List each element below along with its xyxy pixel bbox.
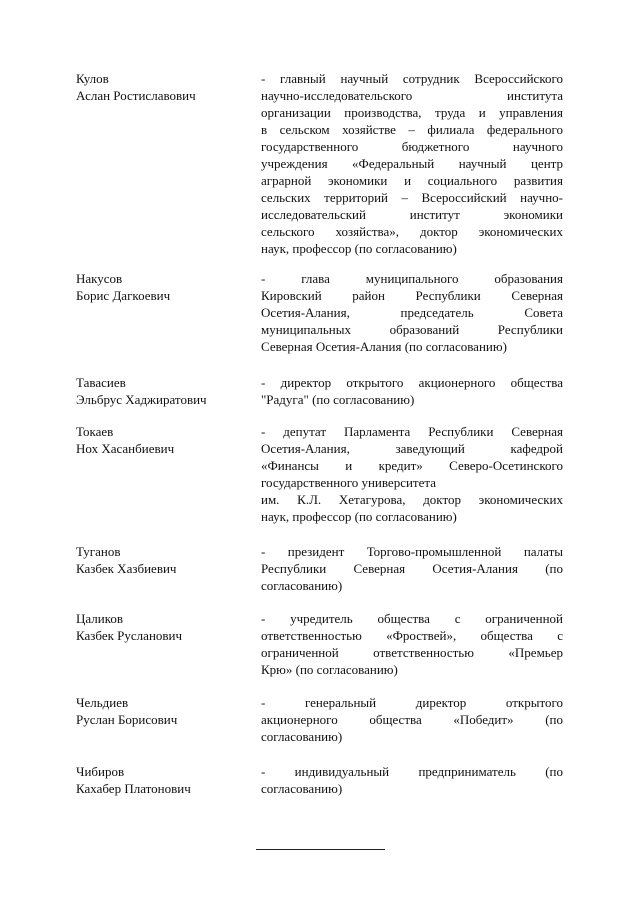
description-line: согласованию) <box>261 578 343 593</box>
description-line: - генеральный директор открытого <box>261 695 563 710</box>
member-surname: Чельдиев <box>76 695 129 710</box>
member-name <box>76 70 256 104</box>
description-line: Республики Северная Осетия-Алания (по <box>261 561 563 576</box>
description-line: - учредитель общества с ограниченной <box>261 611 563 626</box>
member-name <box>76 694 256 728</box>
description-line: им. К.Л. Хетагурова, доктор экономических <box>261 492 563 507</box>
description-line: государственного бюджетного научного <box>261 139 563 154</box>
member-given-name: Казбек Русланович <box>76 628 183 643</box>
description-line: ограниченной ответственностью «Премьер <box>261 645 563 660</box>
member-description <box>261 610 563 678</box>
description-line: Кировский район Республики Северная <box>261 288 563 303</box>
description-line: Осетия-Алания, заведующий кафедрой <box>261 441 563 456</box>
member-given-name: Кахабер Платонович <box>76 781 191 796</box>
member-description <box>261 543 563 594</box>
description-line: согласованию) <box>261 781 343 796</box>
member-name <box>76 270 256 304</box>
description-line: аграрной экономики и социального развития <box>261 173 563 188</box>
member-given-name: Нох Хасанбиевич <box>76 441 175 456</box>
description-line: организации производства, труда и управления <box>261 105 563 120</box>
member-given-name: Руслан Борисович <box>76 712 178 727</box>
description-line: "Радуга" (по согласованию) <box>261 392 415 407</box>
description-line: «Финансы и кредит» Северо-Осетинского <box>261 458 563 473</box>
description-line: Северная Осетия-Алания (по согласованию) <box>261 339 507 354</box>
description-line: сельского хозяйства», доктор экономических <box>261 224 563 239</box>
member-given-name: Казбек Хазбиевич <box>76 561 177 576</box>
member-description <box>261 694 563 745</box>
member-surname: Кулов <box>76 71 109 86</box>
description-line: наук, профессор (по согласованию) <box>261 241 457 256</box>
description-line: - глава муниципального образования <box>261 271 563 286</box>
description-line: - индивидуальный предприниматель (по <box>261 764 563 779</box>
member-name <box>76 610 256 644</box>
member-description <box>261 423 563 525</box>
description-line: в сельском хозяйстве – филиала федерального <box>261 122 563 137</box>
description-line: исследовательский институт экономики <box>261 207 563 222</box>
member-description <box>261 70 563 257</box>
member-name <box>76 543 256 577</box>
description-line: акционерного общества «Победит» (по <box>261 712 563 727</box>
member-name <box>76 374 256 408</box>
member-given-name: Эльбрус Хаджиратович <box>76 392 207 407</box>
description-line: Крю» (по согласованию) <box>261 662 398 677</box>
description-line: муниципальных образований Республики <box>261 322 563 337</box>
member-description <box>261 374 563 408</box>
description-line: ответственностью «Фроствей», общества с <box>261 628 563 643</box>
description-line: научно-исследовательского института <box>261 88 563 103</box>
member-surname: Чибиров <box>76 764 125 779</box>
member-given-name: Аслан Ростиславович <box>76 88 196 103</box>
member-name <box>76 423 256 457</box>
member-given-name: Борис Дагкоевич <box>76 288 171 303</box>
description-line: - депутат Парламента Республики Северная <box>261 424 563 439</box>
description-line: наук, профессор (по согласованию) <box>261 509 457 524</box>
description-line: сельских территорий – Всероссийский научно- <box>261 190 563 205</box>
description-line: учреждения «Федеральный научный центр <box>261 156 563 171</box>
footer-rule <box>256 849 385 850</box>
member-surname: Цаликов <box>76 611 124 626</box>
description-line: - президент Торгово-промышленной палаты <box>261 544 563 559</box>
member-name <box>76 763 256 797</box>
description-line: - главный научный сотрудник Всероссийского <box>261 71 563 86</box>
member-description <box>261 763 563 797</box>
member-surname: Токаев <box>76 424 114 439</box>
member-surname: Туганов <box>76 544 121 559</box>
member-description <box>261 270 563 355</box>
description-line: государственного университета <box>261 475 436 490</box>
member-surname: Тавасиев <box>76 375 126 390</box>
member-surname: Накусов <box>76 271 123 286</box>
description-line: согласованию) <box>261 729 343 744</box>
description-line: - директор открытого акционерного общества <box>261 375 563 390</box>
description-line: Осетия-Алания, председатель Совета <box>261 305 563 320</box>
